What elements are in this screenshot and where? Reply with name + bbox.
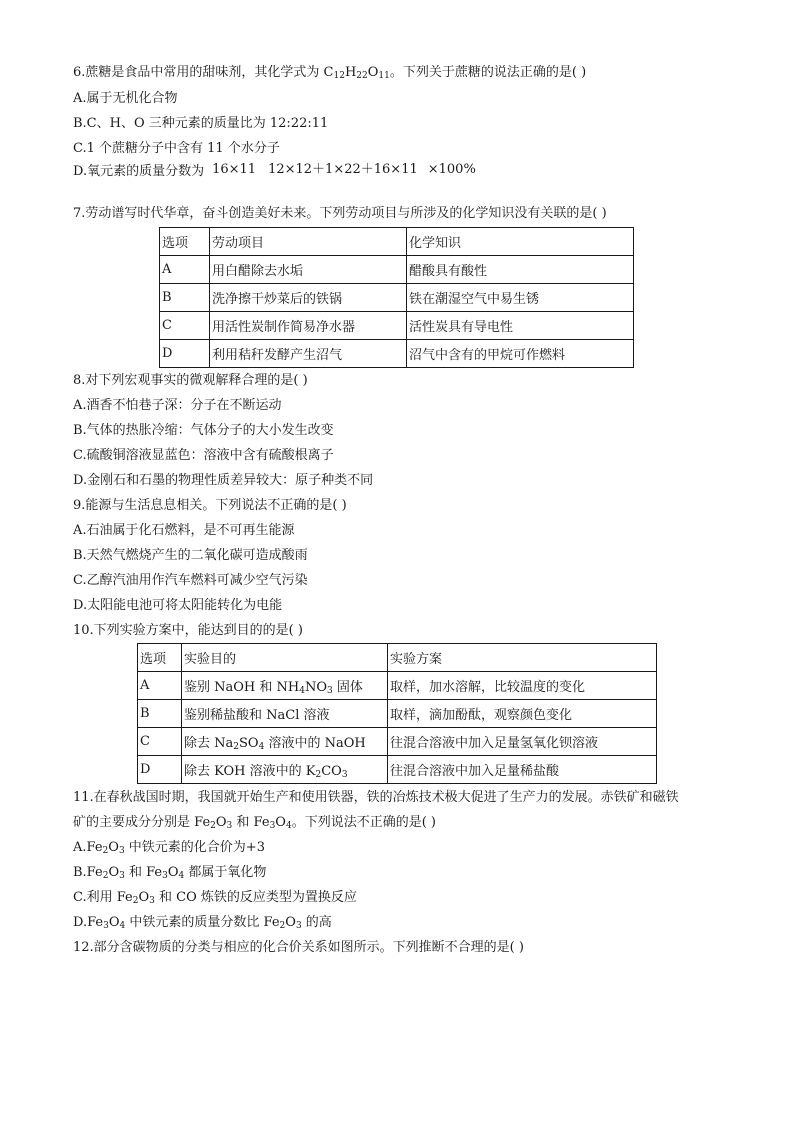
cell-labor-item: 用白醋除去水垢 [210, 256, 407, 284]
cell-option: C [138, 728, 182, 756]
cell-experiment-plan: 往混合溶液中加入足量氢氧化钡溶液 [388, 728, 657, 756]
table-row [138, 756, 657, 784]
cell-experiment-aim: 除去 KOH 溶液中的 $K_2CO_3$ [182, 756, 388, 784]
table-row [160, 256, 634, 284]
cell-experiment-plan: 往混合溶液中加入足量稀盐酸 [388, 756, 657, 784]
header-labor-item: 劳动项目 [210, 228, 407, 256]
q8-stem: 8.对下列宏观事实的微观解释合理的是( ) [73, 373, 308, 388]
table-row [138, 672, 657, 700]
cell-labor-item: 用活性炭制作简易净水器 [210, 312, 407, 340]
q9-option-a: A.石油属于化石燃料，是不可再生能源 [73, 523, 295, 538]
header-experiment-plan: 实验方案 [388, 644, 657, 672]
cell-experiment-aim: 鉴别稀盐酸和 NaCl 溶液 [182, 700, 388, 728]
cell-experiment-plan: 取样，加水溶解，比较温度的变化 [388, 672, 657, 700]
q6-option-d [73, 160, 476, 200]
table-row [160, 284, 634, 312]
q11-option-c: C.利用 $Fe_2O_3$ 和 CO 炼铁的反应类型为置换反应 [73, 890, 357, 906]
table-row [160, 312, 634, 340]
q8-option-a: A.酒香不怕巷子深：分子在不断运动 [73, 398, 282, 413]
cell-labor-item: 利用秸秆发酵产生沼气 [210, 340, 407, 368]
cell-labor-item: 洗净擦干炒菜后的铁锅 [210, 284, 407, 312]
cell-chem-knowledge: 活性炭具有导电性 [407, 312, 634, 340]
q8-option-d: D.金刚石和石墨的物理性质差异较大：原子种类不同 [73, 473, 374, 488]
q6-option-d-label: D.氧元素的质量分数为 [73, 164, 205, 179]
table-header-row [160, 228, 634, 256]
q11-stem-line1: 11.在春秋战国时期，我国就开始生产和使用铁器，铁的冶炼技术极大促进了生产力的发展。赤铁矿和磁铁 [73, 790, 679, 805]
cell-experiment-aim: 除去 $Na_2SO_4$ 溶液中的 NaOH [182, 728, 388, 756]
q8-option-c: C.硫酸铜溶液显蓝色：溶液中含有硫酸根离子 [73, 448, 334, 463]
table-row [138, 700, 657, 728]
table-header-row [138, 644, 657, 672]
cell-option: D [160, 340, 210, 368]
q7-stem: 7.劳动谱写时代华章，奋斗创造美好未来。下列劳动项目与所涉及的化学知识没有关联的是( ) [73, 206, 607, 221]
q12-stem: 12.部分含碳物质的分类与相应的化合价关系如图所示。下列推断不合理的是( ) [73, 940, 524, 955]
cell-chem-knowledge: 铁在潮湿空气中易生锈 [407, 284, 634, 312]
cell-experiment-aim: 鉴别 NaOH 和 $NH_4NO_3$ 固体 [182, 672, 388, 700]
q11-option-a: $A.Fe_2O_3$ 中铁元素的化合价为+3 [73, 840, 265, 856]
fraction-denominator: 12×12＋1×22＋16×11 [268, 161, 418, 177]
cell-option: A [138, 672, 182, 700]
q11-option-b: $B.Fe_2O_3$ 和 $Fe_3O_4$ 都属于氧化物 [73, 865, 267, 881]
q11-stem-line2: 矿的主要成分分别是 $Fe_2O_3$ 和 $Fe_3O_4$。下列说法不正确的是( ) [73, 815, 436, 831]
mass-fraction [206, 162, 424, 178]
q10-stem: 10.下列实验方案中，能达到目的的是( ) [73, 623, 303, 638]
q6-option-a: A.属于无机化合物 [73, 91, 178, 106]
table-row [138, 728, 657, 756]
q6-option-b: B.C、H、O 三种元素的质量比为 12:22:11 [73, 116, 329, 131]
cell-chem-knowledge: 沼气中含有的甲烷可作燃料 [407, 340, 634, 368]
cell-option: B [138, 700, 182, 728]
cell-option: C [160, 312, 210, 340]
q7-table [159, 227, 634, 368]
q9-stem: 9.能源与生活息息相关。下列说法不正确的是( ) [73, 498, 347, 513]
cell-experiment-plan: 取样，滴加酚酞，观察颜色变化 [388, 700, 657, 728]
header-chem-knowledge: 化学知识 [407, 228, 634, 256]
header-experiment-aim: 实验目的 [182, 644, 388, 672]
cell-option: D [138, 756, 182, 784]
q9-option-d: D.太阳能电池可将太阳能转化为电能 [73, 598, 283, 613]
q9-option-b: B.天然气燃烧产生的二氧化碳可造成酸雨 [73, 548, 308, 563]
q6-option-d-percent: ×100% [427, 162, 476, 177]
q8-option-b: B.气体的热胀冷缩：气体分子的大小发生改变 [73, 423, 334, 438]
q11-option-d: $D.Fe_3O_4$ 中铁元素的质量分数比 $Fe_2O_3$ 的高 [73, 915, 332, 931]
q10-table [137, 643, 657, 784]
cell-option: B [160, 284, 210, 312]
header-option: 选项 [160, 228, 210, 256]
fraction-numerator: 16×11 [212, 161, 257, 177]
q9-option-c: C.乙醇汽油用作汽车燃料可减少空气污染 [73, 573, 308, 588]
cell-option: A [160, 256, 210, 284]
q6-stem: 6.蔗糖是食品中常用的甜味剂，其化学式为 $C_{12}H_{22}O_{11}$。下列关于蔗糖的说法正确的是( ) [73, 65, 587, 81]
cell-chem-knowledge: 醋酸具有酸性 [407, 256, 634, 284]
table-row [160, 340, 634, 368]
header-option: 选项 [138, 644, 182, 672]
q6-option-c: C.1 个蔗糖分子中含有 11 个水分子 [73, 141, 280, 156]
